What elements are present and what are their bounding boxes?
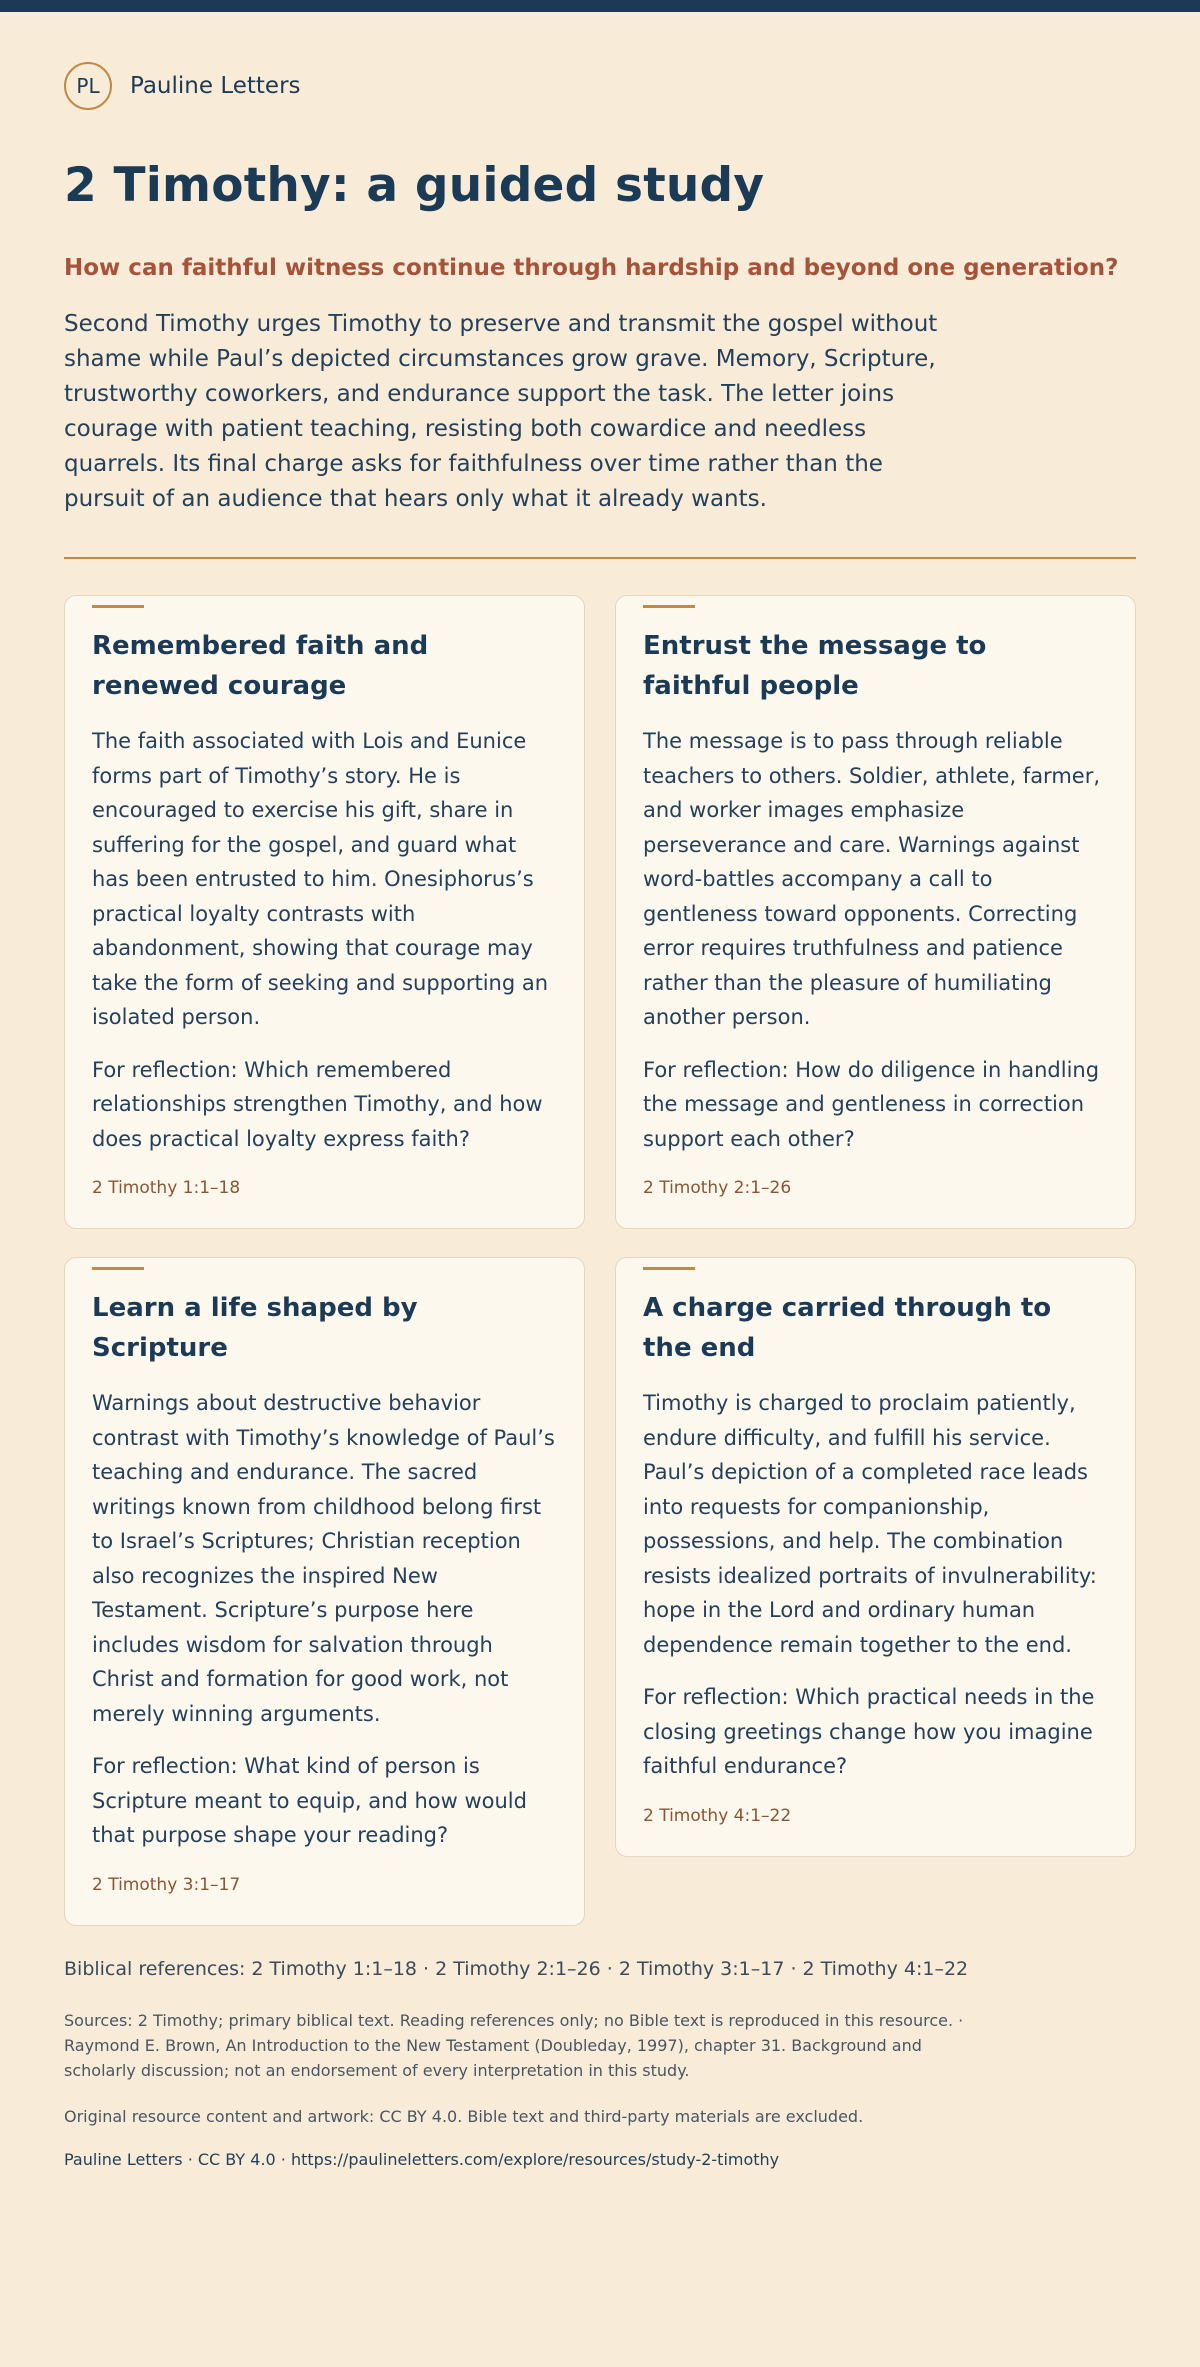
card-title: A charge carried through to the end (643, 1293, 1052, 1363)
site-brand[interactable] (64, 62, 1136, 110)
card-body: The faith associated with Lois and Eunice forms part of Timothy’s story. He is encouraged to exercise his gift, share in suffering for the gospel, and guard what has been entrusted to him. Onesiphorus’s practical loyalty contrasts with abandonment, showing that courage may take the form of seeking and supporting an isolated person. (92, 729, 549, 1029)
sources-note: Sources: 2 Timothy; primary biblical text. Reading references only; no Bible text is reproduced in this resource. · Raymond E. Brown, An Introduction to the New Testament (Doubleday, 1997), chapter 31. Background and scholarly discussion; not an endorsement of every interpretation in this study. (64, 2010, 964, 2080)
top-bar (0, 0, 1200, 12)
study-card-2 (615, 595, 1136, 1229)
footer-credit[interactable]: Pauline Letters · CC BY 4.0 · https://paulineletters.com/explore/resources/study-2-timothy (64, 2149, 780, 2169)
biblical-references: Biblical references: 2 Timothy 1:1–18 · 2 Timothy 2:1–26 · 2 Timothy 3:1–17 · 2 Timothy 4:1–22 (64, 1957, 969, 1980)
guiding-question: How can faithful witness continue through hardship and beyond one generation? (64, 255, 1119, 281)
card-title: Remembered faith and renewed courage (92, 631, 429, 701)
card-accent (92, 1267, 144, 1270)
section-divider (64, 557, 1136, 559)
brand-name[interactable]: Pauline Letters (130, 73, 301, 99)
card-reference: 2 Timothy 2:1–26 (643, 1178, 792, 1198)
card-reflection: For reflection: Which remembered relationships strengthen Timothy, and how does practical loyalty express faith? (92, 1057, 543, 1151)
card-accent (92, 605, 144, 608)
card-body: Warnings about destructive behavior contrast with Timothy’s knowledge of Paul’s teaching and endurance. The sacred writings known from childhood belong first to Israel’s Scriptures; Christian reception also recognizes the inspired New Testament. Scripture’s purpose here includes wisdom for salvation through Christ and formation for good work, not merely winning arguments. (92, 1391, 555, 1726)
study-card-3 (64, 1257, 585, 1926)
intro-paragraph: Second Timothy urges Timothy to preserve and transmit the gospel without shame while Paul’s depicted circumstances grow grave. Memory, Scripture, trustworthy coworkers, and endurance support the task. The letter joins courage with patient teaching, resisting both cowardice and needless quarrels. Its final charge asks for faithfulness over time rather than the pursuit of an audience that hears only what it already wants. (64, 311, 938, 512)
card-reflection: For reflection: Which practical needs in the closing greetings change how you imagine faithful endurance? (643, 1685, 1095, 1778)
card-reflection: For reflection: What kind of person is Scripture meant to equip, and how would that purpose shape your reading? (92, 1754, 527, 1847)
card-reference: 2 Timothy 1:1–18 (92, 1178, 241, 1198)
card-reference: 2 Timothy 4:1–22 (643, 1805, 792, 1826)
card-accent (643, 605, 695, 608)
page-content (0, 62, 1200, 2169)
brand-logo: PL (64, 62, 112, 110)
card-reference: 2 Timothy 3:1–17 (92, 1874, 241, 1895)
card-body: Timothy is charged to proclaim patiently, endure difficulty, and fulfill his service. Paul’s depiction of a completed race leads into requests for companionship, possessions, and help. The combination resists idealized portraits of invulnerability: hope in the Lord and ordinary human dependence remain together to the end. (643, 1391, 1097, 1657)
study-cards (64, 595, 1136, 1926)
card-accent (643, 1267, 695, 1270)
study-card-1 (64, 595, 585, 1229)
page-title: 2 Timothy: a guided study (64, 158, 765, 213)
card-title: Entrust the message to faithful people (643, 631, 987, 701)
license-note: Original resource content and artwork: CC BY 4.0. Bible text and third-party materials are excluded. (64, 2106, 864, 2126)
study-card-4 (615, 1257, 1136, 1857)
card-reflection: For reflection: How do diligence in handling the message and gentleness in correction support each other? (643, 1057, 1100, 1151)
card-body: The message is to pass through reliable teachers to others. Soldier, athlete, farmer, and worker images emphasize perseverance and care. Warnings against word-battles accompany a call to gentleness toward opponents. Correcting error requires truthfulness and patience rather than the pleasure of humiliating another person. (643, 729, 1101, 1029)
card-title: Learn a life shaped by Scripture (92, 1293, 418, 1363)
